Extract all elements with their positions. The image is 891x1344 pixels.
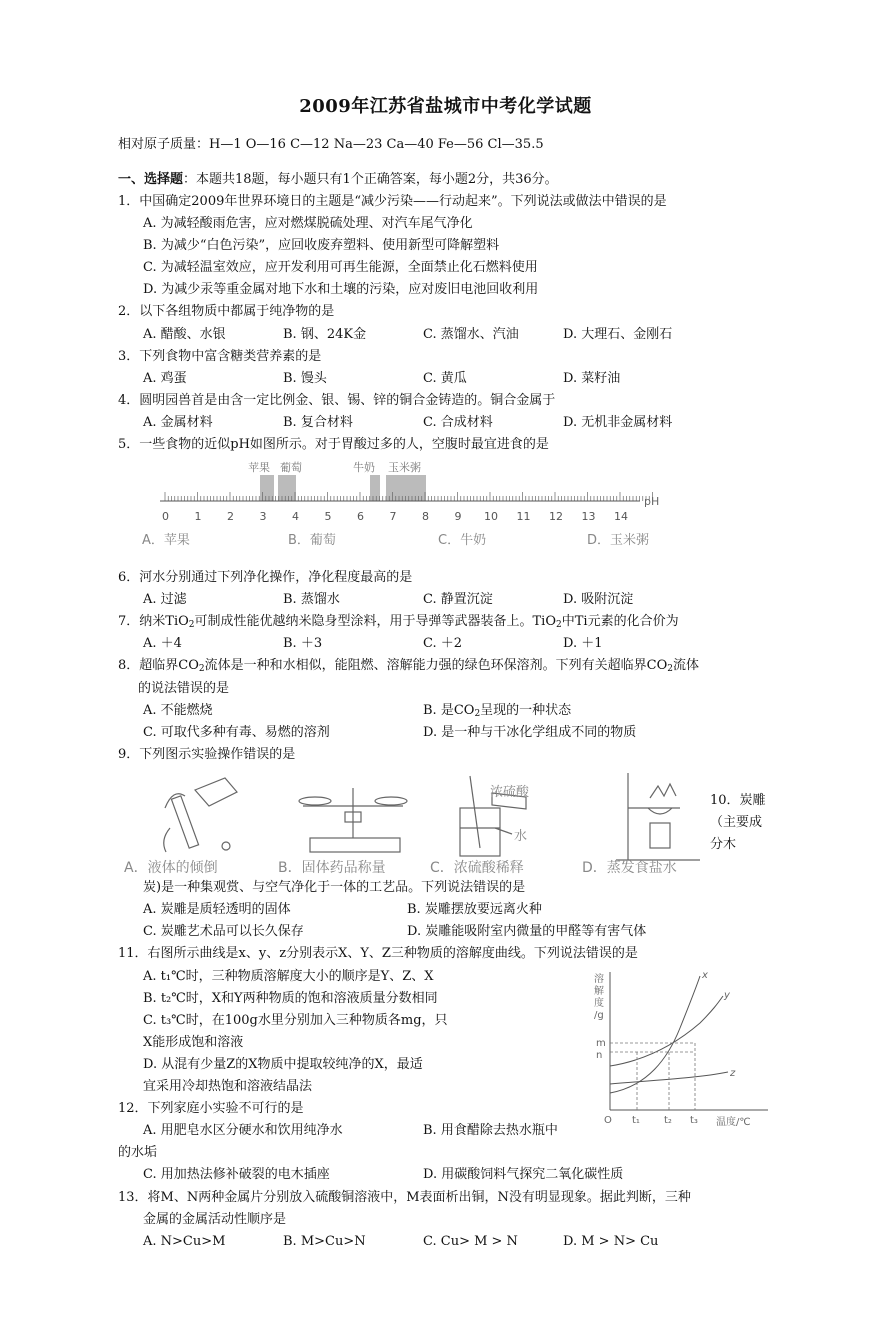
q12-option-b: B. 用食醋除去热水瓶中: [423, 1123, 558, 1138]
curve-label-y: y: [724, 990, 730, 1001]
section-desc: ：本题共18题，每小题只有1个正确答案，每小题2分，共36分。: [183, 172, 558, 187]
q2-option-b: B. 钢、24K金: [283, 327, 367, 342]
q11-stem: 11．右图所示曲线是x、y、z分别表示X、Y、Z三种物质的溶解度曲线。下列说法错误的是: [118, 946, 638, 961]
ph-label-milk: 牛奶: [353, 461, 375, 474]
q9-option-b: B．固体药品称量: [278, 860, 386, 876]
ph-option-b: B．葡萄: [288, 533, 336, 548]
ph-scale-figure: [142, 458, 670, 553]
q13-option-d: D. M > N> Cu: [563, 1234, 659, 1249]
ylabel-m: m: [596, 1038, 606, 1049]
ph-label-porridge: 玉米粥: [388, 461, 421, 474]
q7-option-d: D. ＋1: [563, 636, 603, 651]
ylabel-n: n: [596, 1050, 603, 1061]
q7-option-c: C. ＋2: [423, 636, 463, 651]
ph-range-porridge: [386, 475, 426, 501]
q1-option-c: C. 为减轻温室效应，应开发利用可再生能源，全面禁止化石燃料使用: [143, 260, 538, 275]
q8-stem-cont: 的说法错误的是: [138, 681, 230, 696]
section-header: [118, 171, 558, 189]
ph-tick-label: 6: [357, 510, 364, 523]
solubility-graph: [588, 968, 773, 1130]
ph-tick-label: 9: [454, 510, 462, 523]
q6-option-d: D. 吸附沉淀: [563, 592, 634, 607]
q11-option-c: C. t₃℃时，在100g水里分别加入三种物质各mg，只: [143, 1013, 448, 1028]
q10-option-c: C. 炭雕艺术品可以长久保存: [143, 924, 304, 939]
ph-tick-label: 10: [484, 510, 498, 523]
ph-option-c: C．牛奶: [438, 533, 487, 548]
lab-operations-figure: [120, 768, 710, 880]
q10-option-a: A. 炭雕是质轻透明的固体: [143, 902, 291, 917]
q4-option-a: A. 金属材料: [143, 415, 213, 430]
q10-option-b: B. 炭雕摆放要远离火种: [407, 902, 542, 917]
q2-option-a: A. 醋酸、水银: [143, 327, 226, 342]
q1-option-b: B. 为减少“白色污染”，应回收废弃塑料、使用新型可降解塑料: [143, 238, 500, 253]
q6-option-a: A. 过滤: [143, 592, 187, 607]
curve-y: [610, 996, 723, 1066]
ph-tick-label: 8: [422, 510, 429, 523]
q11-option-c-cont: X能形成饱和溶液: [143, 1035, 244, 1050]
q13-stem-cont: 金属的金属活动性顺序是: [143, 1212, 287, 1227]
ph-tick-label: 4: [292, 510, 299, 523]
q12-stem: 12．下列家庭小实验不可行的是: [118, 1101, 304, 1116]
xtick-o: O: [604, 1115, 612, 1126]
q4-option-c: C. 合成材料: [423, 415, 493, 430]
q13-option-b: B. M>Cu>N: [283, 1234, 366, 1249]
q3-option-a: A. 鸡蛋: [143, 371, 187, 386]
q11-option-d-cont: 宜采用冷却热饱和溶液结晶法: [143, 1079, 313, 1094]
q8-option-b: B. 是$CO_2$呈现的一种状态: [423, 703, 572, 719]
q8-stem: 8．超临界$CO_2$流体是一种和水相似，能阻燃、溶解能力强的绿色环保溶剂。下列有关超临界$CO_2$流体: [118, 658, 699, 674]
ph-range-apple: [260, 475, 274, 501]
evaporation-illustration: [616, 773, 700, 860]
q3-option-c: C. 黄瓜: [423, 371, 467, 386]
q7-stem: 7．纳米TiO$_2$可制成性能优越纳米隐身型涂料，用于导弹等武器装备上。TiO$_2$中Ti元素的化合价为: [118, 614, 679, 630]
q2-option-c: C. 蒸馏水、汽油: [423, 327, 519, 342]
ph-tick-label: 2: [227, 510, 234, 523]
q3-option-d: D. 菜籽油: [563, 371, 621, 386]
ph-tick-label: 11: [516, 510, 531, 523]
balance-illustration: [299, 788, 407, 852]
pouring-illustration: [164, 778, 237, 852]
ph-option-d: D．玉米粥: [587, 533, 650, 548]
q9-option-c: C．浓硫酸稀释: [430, 860, 524, 876]
q4-stem: 4．圆明园兽首是由含一定比例金、银、锡、锌的铜合金铸造的。铜合金属于: [118, 393, 556, 408]
q13-option-c: C. Cu> M > N: [423, 1234, 518, 1249]
xtick-t3: t₃: [690, 1115, 698, 1126]
ylabel-char-4: /g: [594, 1010, 604, 1021]
label-water: 水: [514, 829, 528, 844]
ylabel-char-1: 溶: [594, 974, 604, 985]
q3-option-b: B. 馒头: [283, 371, 327, 386]
q1-stem: 1．中国确定2009年世界环境日的主题是“减少污染——行动起来”。下列说法或做法中错误的是: [118, 194, 667, 209]
ph-tick-label: 13: [581, 510, 596, 523]
q4-option-d: D. 无机非金属材料: [563, 415, 673, 430]
q12-option-c: C. 用加热法修补破裂的电木插座: [143, 1167, 330, 1182]
q9-option-a: A．液体的倾倒: [124, 860, 218, 876]
q12-option-d: D. 用碳酸饲料气探究二氧化碳性质: [423, 1167, 624, 1182]
ph-label-apple: 苹果: [248, 461, 270, 474]
ph-option-a: A．苹果: [142, 533, 190, 548]
curve-label-z: z: [730, 1068, 736, 1079]
q11-option-a: A. t₁℃时，三种物质溶解度大小的顺序是Y、Z、X: [143, 969, 434, 984]
ph-tick-label: 0: [162, 510, 169, 523]
ph-tick-numbers: [162, 510, 628, 523]
q3-stem: 3．下列食物中富含糖类营养素的是: [118, 349, 322, 364]
ph-tick-label: 1: [194, 510, 202, 523]
ph-range-milk: [370, 475, 380, 501]
label-conc-acid: 浓硫酸: [490, 785, 530, 800]
xtick-t2: t₂: [664, 1115, 672, 1126]
q7-option-b: B. ＋3: [283, 636, 323, 651]
page-title: 2009年江苏省盐城市中考化学试题: [299, 96, 592, 117]
q13-stem: 13．将M、N两种金属片分别放入硫酸铜溶液中，M表面析出铜，N没有明显现象。据此判断，三种: [118, 1190, 691, 1205]
q6-option-b: B. 蒸馏水: [283, 592, 340, 607]
section-heading: 一、选择题: [118, 172, 184, 187]
q2-stem: 2．以下各组物质中都属于纯净物的是: [118, 304, 335, 319]
q9-stem: 9．下列图示实验操作错误的是: [118, 747, 296, 762]
q9-option-d: D．蒸发食盐水: [582, 860, 677, 876]
q6-option-c: C. 静置沉淀: [423, 592, 493, 607]
q8-option-d: D. 是一种与干冰化学组成不同的物质: [423, 725, 637, 740]
q11-option-d: D. 从混有少量Z的X物质中提取较纯净的X，最适: [143, 1057, 423, 1072]
ph-range-grape: [278, 475, 296, 501]
curve-label-x: x: [702, 970, 708, 981]
q1-option-d: D. 为减少汞等重金属对地下水和土壤的污染，应对废旧电池回收利用: [143, 282, 539, 297]
ph-axis-label: pH: [644, 495, 660, 508]
q10-stem-side: 10．炭雕（主要成分木: [710, 793, 766, 852]
q4-option-b: B. 复合材料: [283, 415, 353, 430]
ph-tick-label: 12: [549, 510, 563, 523]
xtick-t1: t₁: [632, 1115, 640, 1126]
q10-option-d: D. 炭雕能吸附室内微量的甲醛等有害气体: [407, 924, 647, 939]
ylabel-char-2: 解: [594, 986, 604, 997]
ph-tick-label: 5: [324, 510, 332, 523]
ph-tick-label: 14: [614, 510, 628, 523]
q8-option-c: C. 可取代多种有毒、易燃的溶剂: [143, 725, 330, 740]
q1-option-a: A. 为减轻酸雨危害，应对燃煤脱硫处理、对汽车尾气净化: [143, 216, 473, 231]
q8-option-a: A. 不能燃烧: [143, 703, 213, 718]
curve-x: [610, 976, 700, 1093]
q2-option-d: D. 大理石、金刚石: [563, 327, 673, 342]
ylabel-char-3: 度: [594, 998, 604, 1009]
q10-stem-cont: 炭)是一种集观赏、与空气净化于一体的工艺品。下列说法错误的是: [143, 880, 526, 895]
ph-tick-label: 7: [389, 510, 397, 523]
graph-xlabel: 温度/℃: [716, 1117, 751, 1128]
q11-option-b: B. t₂℃时，X和Y两种物质的饱和溶液质量分数相同: [143, 991, 438, 1006]
ph-tick-label: 3: [259, 510, 267, 523]
q12-option-b-cont: 的水垢: [118, 1145, 158, 1160]
q5-stem: 5．一些食物的近似pH如图所示。对于胃酸过多的人，空腹时最宜进食的是: [118, 437, 549, 452]
q6-stem: 6．河水分别通过下列净化操作，净化程度最高的是: [118, 570, 413, 585]
q13-option-a: A. N>Cu>M: [143, 1234, 226, 1249]
q7-option-a: A. ＋4: [143, 636, 182, 651]
q12-option-a: A. 用肥皂水区分硬水和饮用纯净水: [143, 1123, 343, 1138]
ph-label-grape: 葡萄: [280, 461, 302, 474]
atomic-masses: 相对原子质量：H—1 O—16 C—12 Na—23 Ca—40 Fe—56 Cl—35.5: [118, 137, 544, 152]
